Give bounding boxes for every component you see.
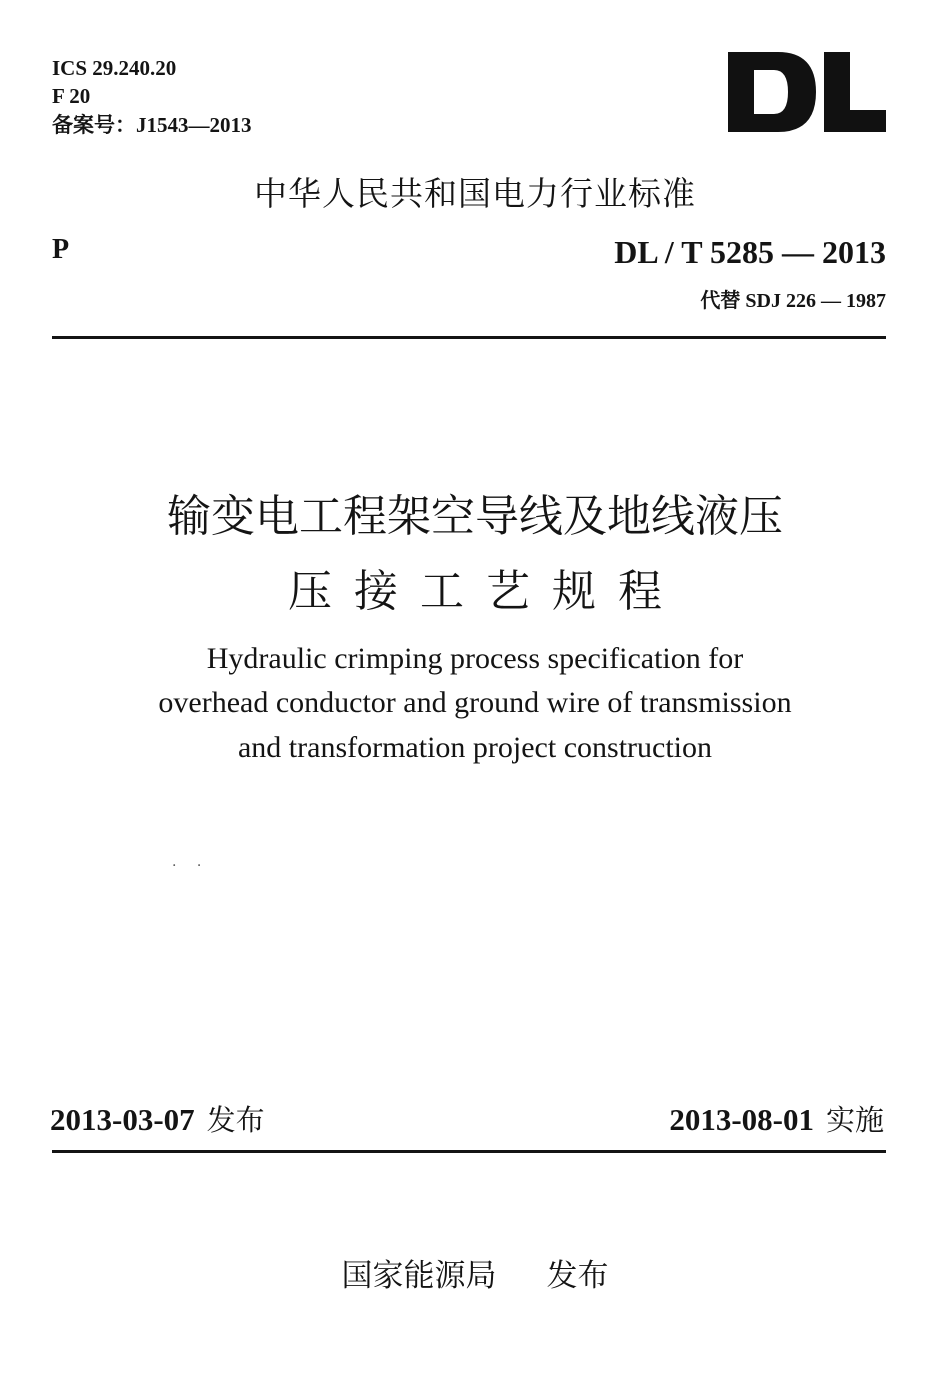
- standard-number: DL / T 5285 — 2013: [614, 234, 886, 270]
- publish-date: 2013-03-07: [50, 1102, 195, 1137]
- title-en-line2: overhead conductor and ground wire of transmission: [158, 686, 792, 719]
- category-code: P: [52, 234, 70, 265]
- issuer-title: 中华人民共和国电力行业标准: [254, 174, 696, 213]
- ics-code: ICS 29.240.20: [52, 56, 177, 80]
- implement-date-block: [669, 1098, 884, 1139]
- publisher-line: [0, 1250, 950, 1295]
- implement-date: 2013-08-01: [669, 1102, 814, 1137]
- title-cn-line1: 输变电工程架空导线及地线液压: [167, 491, 783, 542]
- implement-label: 实施: [825, 1103, 884, 1137]
- dl-logo: [720, 44, 890, 140]
- record-number: 备案号：J1543—2013: [52, 113, 252, 137]
- ccs-code: F 20: [52, 84, 91, 108]
- title-en-line3: and transformation project construction: [237, 731, 713, 764]
- publish-label: 发布: [206, 1103, 265, 1137]
- publisher-name: 国家能源局: [341, 1258, 497, 1294]
- publish-date-block: [50, 1098, 265, 1139]
- title-cn-line2: 压接工艺规程: [288, 566, 684, 617]
- bottom-divider: [52, 1150, 886, 1153]
- title-en-line1: Hydraulic crimping process specification for: [206, 642, 744, 675]
- replaces-standard: 代替 SDJ 226 — 1987: [700, 290, 886, 312]
- publisher-action: 发布: [546, 1258, 609, 1294]
- top-divider: [52, 336, 886, 339]
- scan-specks: · ·: [172, 858, 210, 874]
